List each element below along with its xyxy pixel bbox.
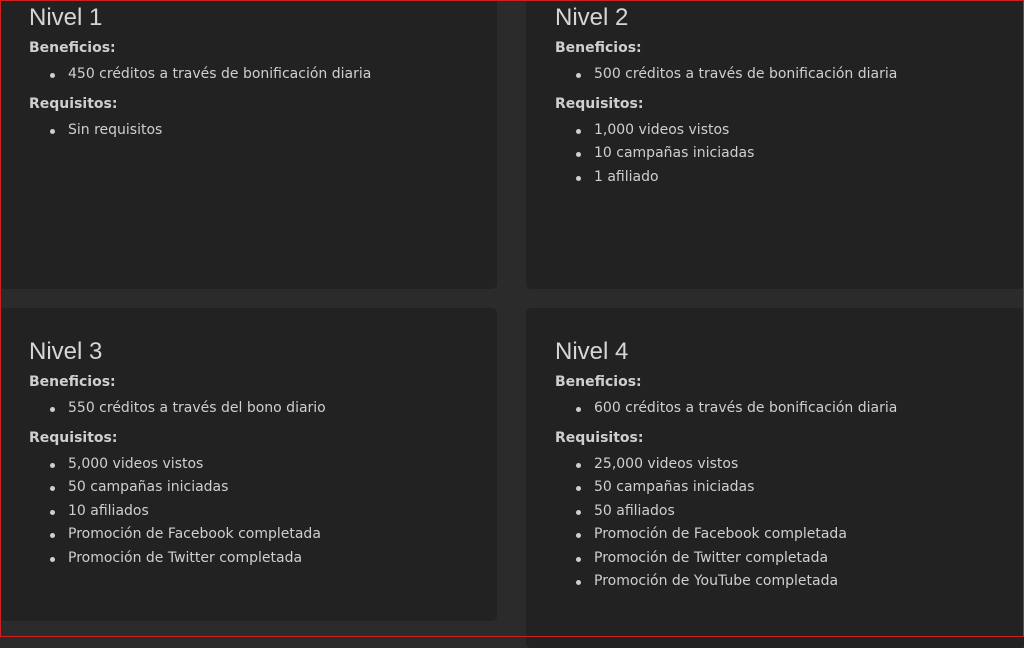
requirements-list: [29, 119, 497, 143]
benefits-list: [555, 397, 1024, 421]
requirement-item: 1,000 videos vistos: [555, 119, 1024, 143]
benefit-item: 550 créditos a través del bono diario: [29, 397, 497, 421]
requirement-item: 10 afiliados: [29, 500, 497, 524]
benefit-item: 600 créditos a través de bonificación diaria: [555, 397, 1024, 421]
level-title: Nivel 1: [29, 4, 103, 31]
requirement-item: 50 campañas iniciadas: [555, 476, 1024, 500]
requirement-item: 5,000 videos vistos: [29, 453, 497, 477]
level-card-3: [0, 308, 497, 621]
requirement-item: 50 afiliados: [555, 500, 1024, 524]
requirement-item: Promoción de Facebook completada: [29, 523, 497, 547]
benefits-label: Beneficios:: [555, 40, 642, 56]
requirements-label: Requisitos:: [555, 95, 644, 112]
benefits-label: Beneficios:: [555, 374, 642, 390]
requirements-label: Requisitos:: [555, 429, 644, 446]
requirement-item: 1 afiliado: [555, 166, 1024, 190]
level-card-1: [0, 0, 497, 289]
requirements-list: [555, 453, 1024, 594]
requirement-item: Promoción de YouTube completada: [555, 570, 1024, 594]
requirements-label: Requisitos:: [29, 95, 118, 112]
requirements-list: [29, 453, 497, 571]
level-title: Nivel 2: [555, 4, 629, 31]
benefits-list: [29, 63, 497, 87]
benefit-item: 450 créditos a través de bonificación diaria: [29, 63, 497, 87]
requirement-item: 50 campañas iniciadas: [29, 476, 497, 500]
benefit-item: 500 créditos a través de bonificación diaria: [555, 63, 1024, 87]
requirement-item: Sin requisitos: [29, 119, 497, 143]
requirements-label: Requisitos:: [29, 429, 118, 446]
level-title: Nivel 4: [555, 338, 629, 365]
level-title: Nivel 3: [29, 338, 103, 365]
requirement-item: 25,000 videos vistos: [555, 453, 1024, 477]
requirements-list: [555, 119, 1024, 190]
level-card-2: [526, 0, 1024, 289]
requirement-item: Promoción de Twitter completada: [29, 547, 497, 571]
level-card-4: [526, 308, 1024, 648]
requirement-item: Promoción de Facebook completada: [555, 523, 1024, 547]
benefits-label: Beneficios:: [29, 40, 116, 56]
requirement-item: Promoción de Twitter completada: [555, 547, 1024, 571]
requirement-item: 10 campañas iniciadas: [555, 142, 1024, 166]
benefits-list: [555, 63, 1024, 87]
benefits-label: Beneficios:: [29, 374, 116, 390]
benefits-list: [29, 397, 497, 421]
